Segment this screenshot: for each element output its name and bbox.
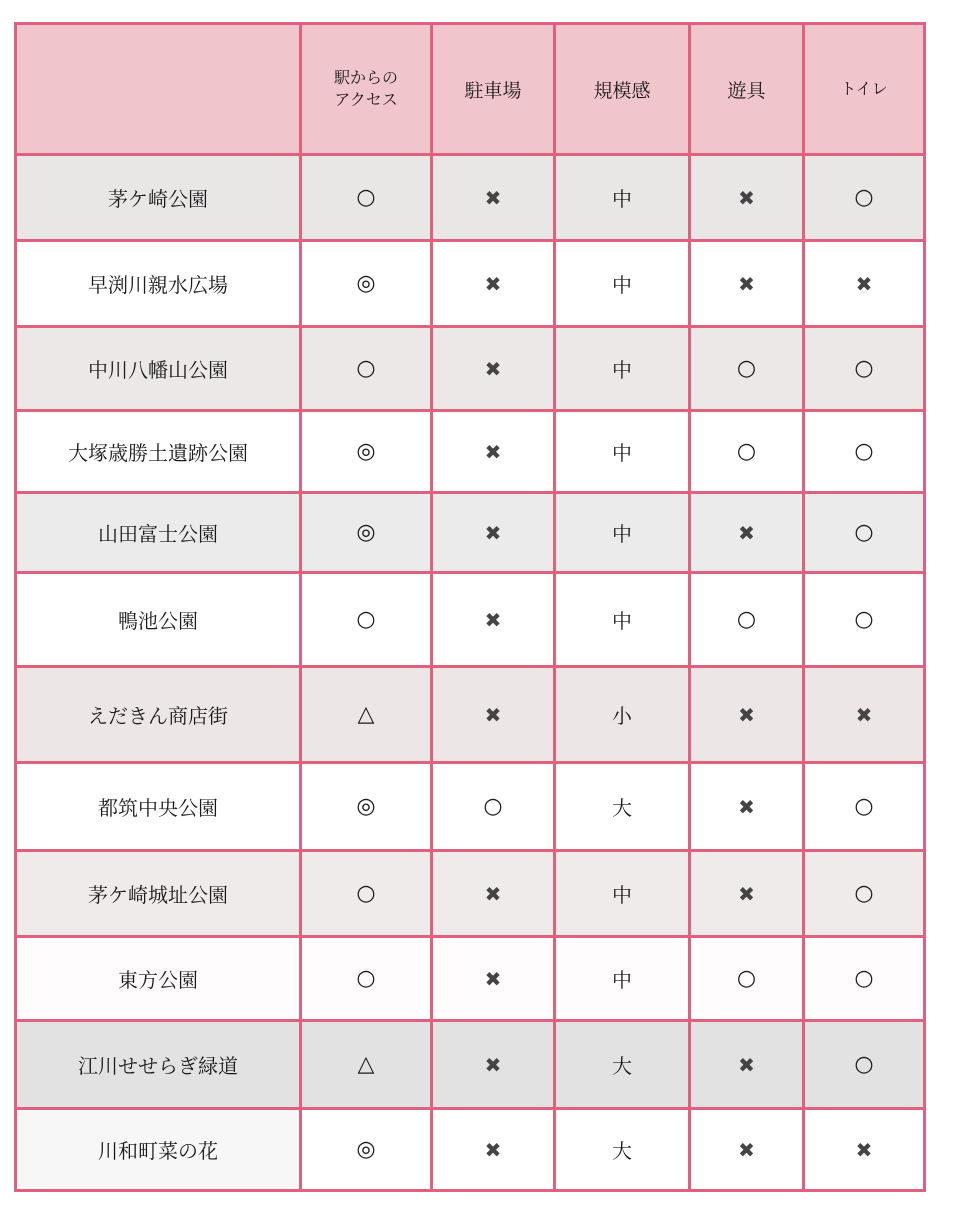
comparison-table — [14, 22, 926, 1192]
cell-station-access: ◎ — [301, 493, 432, 573]
cell-playground: ✖ — [690, 241, 804, 327]
table-row — [16, 763, 925, 851]
row-place-name: 東方公園 — [16, 937, 301, 1021]
cell-scale: 大 — [555, 1021, 690, 1109]
table-row — [16, 667, 925, 763]
row-place-name: 都筑中央公園 — [16, 763, 301, 851]
header-toilet: トイレ — [804, 24, 925, 155]
cell-scale: 中 — [555, 411, 690, 493]
cell-playground: ✖ — [690, 763, 804, 851]
row-place-name: 茅ケ崎公園 — [16, 155, 301, 241]
cell-station-access: ◎ — [301, 241, 432, 327]
table-row — [16, 573, 925, 667]
cell-toilet: ✖ — [804, 1109, 925, 1191]
cell-playground: ✖ — [690, 155, 804, 241]
header-scale: 規模感 — [555, 24, 690, 155]
row-place-name: 山田富士公園 — [16, 493, 301, 573]
cell-playground: ○ — [690, 573, 804, 667]
cell-playground: ○ — [690, 411, 804, 493]
header-parking: 駐車場 — [432, 24, 555, 155]
header-corner — [16, 24, 301, 155]
table-row — [16, 327, 925, 411]
cell-toilet: ✖ — [804, 241, 925, 327]
cell-playground: ○ — [690, 327, 804, 411]
cell-scale: 大 — [555, 1109, 690, 1191]
cell-station-access: ◎ — [301, 1109, 432, 1191]
cell-toilet: ○ — [804, 851, 925, 937]
cell-parking: ✖ — [432, 573, 555, 667]
cell-parking: ✖ — [432, 327, 555, 411]
table-row — [16, 493, 925, 573]
cell-parking: ✖ — [432, 937, 555, 1021]
cell-parking: ✖ — [432, 851, 555, 937]
row-place-name: 川和町菜の花 — [16, 1109, 301, 1191]
cell-playground: ✖ — [690, 851, 804, 937]
cell-parking: ✖ — [432, 1109, 555, 1191]
cell-scale: 中 — [555, 155, 690, 241]
table-row — [16, 155, 925, 241]
cell-playground: ✖ — [690, 1109, 804, 1191]
table-row — [16, 1109, 925, 1191]
cell-station-access: ◎ — [301, 763, 432, 851]
row-place-name: 茅ケ崎城址公園 — [16, 851, 301, 937]
cell-parking: ✖ — [432, 241, 555, 327]
cell-parking: ○ — [432, 763, 555, 851]
cell-toilet: ○ — [804, 937, 925, 1021]
cell-parking: ✖ — [432, 667, 555, 763]
cell-station-access: ○ — [301, 851, 432, 937]
row-place-name: 鴨池公園 — [16, 573, 301, 667]
cell-parking: ✖ — [432, 1021, 555, 1109]
cell-playground: ✖ — [690, 493, 804, 573]
cell-scale: 中 — [555, 573, 690, 667]
cell-scale: 中 — [555, 851, 690, 937]
cell-toilet: ○ — [804, 493, 925, 573]
cell-toilet: ○ — [804, 763, 925, 851]
cell-scale: 小 — [555, 667, 690, 763]
cell-toilet: ○ — [804, 573, 925, 667]
row-place-name: 早渕川親水広場 — [16, 241, 301, 327]
row-place-name: 江川せせらぎ緑道 — [16, 1021, 301, 1109]
cell-parking: ✖ — [432, 155, 555, 241]
cell-scale: 中 — [555, 937, 690, 1021]
header-playground: 遊具 — [690, 24, 804, 155]
cell-playground: ○ — [690, 937, 804, 1021]
cell-parking: ✖ — [432, 493, 555, 573]
cell-toilet: ○ — [804, 411, 925, 493]
cell-station-access: ○ — [301, 155, 432, 241]
cell-station-access: ○ — [301, 573, 432, 667]
row-place-name: えだきん商店街 — [16, 667, 301, 763]
cell-playground: ✖ — [690, 667, 804, 763]
cell-toilet: ○ — [804, 327, 925, 411]
cell-playground: ✖ — [690, 1021, 804, 1109]
cell-scale: 中 — [555, 241, 690, 327]
cell-toilet: ○ — [804, 155, 925, 241]
table-row — [16, 851, 925, 937]
table-row — [16, 411, 925, 493]
cell-scale: 大 — [555, 763, 690, 851]
cell-station-access: ◎ — [301, 411, 432, 493]
cell-scale: 中 — [555, 327, 690, 411]
cell-toilet: ○ — [804, 1021, 925, 1109]
header-station-access: 駅からの アクセス — [301, 24, 432, 155]
table-row — [16, 1021, 925, 1109]
cell-station-access: △ — [301, 1021, 432, 1109]
table-row — [16, 241, 925, 327]
cell-scale: 中 — [555, 493, 690, 573]
row-place-name: 中川八幡山公園 — [16, 327, 301, 411]
cell-toilet: ✖ — [804, 667, 925, 763]
cell-station-access: ○ — [301, 327, 432, 411]
row-place-name: 大塚歳勝土遺跡公園 — [16, 411, 301, 493]
header-row — [16, 24, 925, 155]
cell-station-access: ○ — [301, 937, 432, 1021]
cell-parking: ✖ — [432, 411, 555, 493]
table-row — [16, 937, 925, 1021]
cell-station-access: △ — [301, 667, 432, 763]
